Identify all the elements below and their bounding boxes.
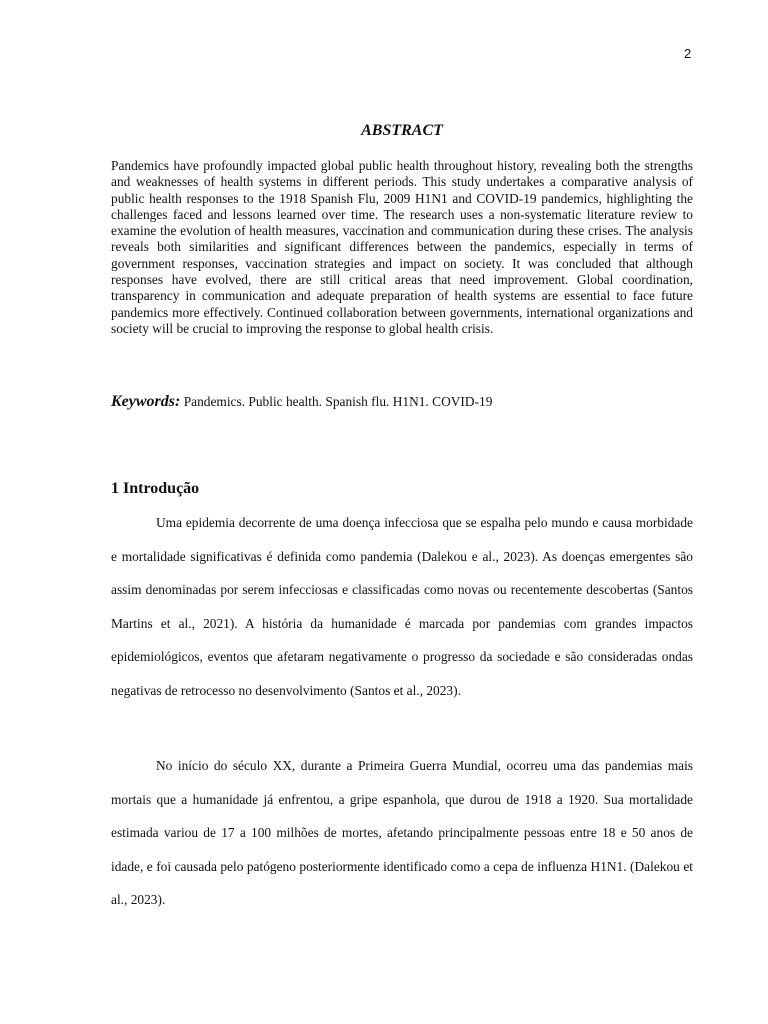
- intro-paragraph-1: Uma epidemia decorrente de uma doença infecciosa que se espalha pelo mundo e causa morbidade e mortalidade significativas é definida como pandemia (Dalekou e al., 2023). As doenças emergentes são assim denominadas por serem infecciosas e classificadas como novas ou recentemente descobertas (Santos Martins et al., 2021). A história da humanidade é marcada por pandemias com grandes impactos epidemiológicos, eventos que afetaram negativamente o progresso da sociedade e são consideradas ondas negativas de retrocesso no desenvolvimento (Santos et al., 2023).: [111, 515, 693, 698]
- abstract-title: ABSTRACT: [361, 122, 443, 139]
- page-number: 2: [684, 46, 692, 61]
- section-heading: 1 Introdução: [111, 480, 200, 497]
- abstract-body: Pandemics have profoundly impacted global public health throughout history, revealing both the strengths and weaknesses of health systems in different periods. This study undertakes a comparative analysis of public health responses to the 1918 Spanish Flu, 2009 H1N1 and COVID-19 pandemics, highlighting the challenges faced and lessons learned over time. The research uses a non-systematic literature review to examine the evolution of health measures, vaccination and communication during these crises. The analysis reveals both similarities and significant differences between the pandemics, especially in terms of government responses, vaccination strategies and impact on society. It was concluded that although responses have evolved, there are still critical areas that need improvement. Global coordination, transparency in communication and adequate preparation of health systems are essential to face future pandemics more effectively. Continued collaboration between governments, international organizations and society will be crucial to improving the response to global health crisis.: [111, 158, 693, 336]
- keywords-line: [111, 393, 693, 411]
- keywords-label: Keywords:: [111, 393, 181, 410]
- intro-paragraph-2: No início do século XX, durante a Primeira Guerra Mundial, ocorreu uma das pandemias mais mortais que a humanidade já enfrentou, a gripe espanhola, que durou de 1918 a 1920. Sua mortalidade estimada variou de 17 a 100 milhões de mortes, afetando principalmente pessoas entre 18 e 50 anos de idade, e foi causada pelo patógeno posteriormente identificado como a cepa de influenza H1N1. (Dalekou et al., 2023).: [111, 758, 693, 907]
- keywords-text: Pandemics. Public health. Spanish flu. H1N1. COVID-19: [183, 394, 493, 409]
